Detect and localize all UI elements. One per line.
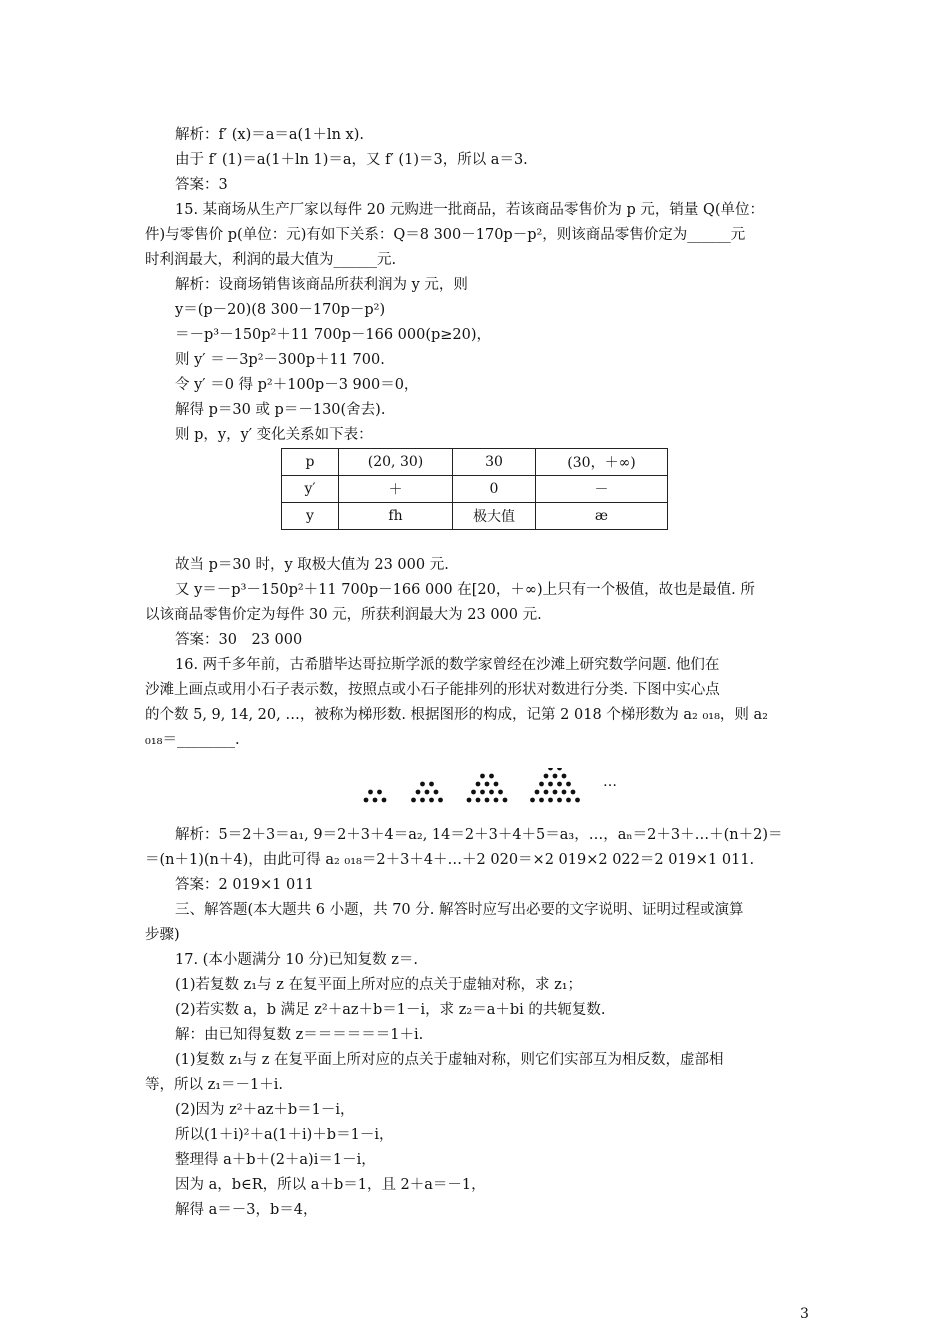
dot — [467, 798, 472, 803]
text-line: 解得 a＝－3，b＝4， — [175, 1202, 318, 1218]
text-line: 整理得 a＋b＋(2＋a)i＝1－i， — [175, 1152, 376, 1168]
text-line: 答案：30 23 000 — [175, 632, 303, 648]
figure-ellipsis: … — [603, 774, 617, 790]
table-cell: (30，＋∞) — [536, 449, 668, 476]
text-line: 等，所以 z₁＝－1＋i. — [145, 1077, 284, 1093]
table-cell: 30 — [453, 449, 536, 476]
dot — [377, 790, 382, 795]
text-line: 解得 p＝30 或 p＝－130(舍去). — [175, 402, 386, 418]
dot — [364, 798, 369, 803]
text-line: 的个数 5, 9, 14, 20, …，被称为梯形数. 根据图形的构成，记第 2 018 个梯形数为 a₂ ₀₁₈，则 a₂ — [145, 707, 768, 723]
dot — [544, 774, 549, 779]
text-line: 答案：3 — [175, 177, 228, 193]
dot — [438, 798, 443, 803]
table-cell: y — [282, 503, 339, 530]
dot — [530, 798, 535, 803]
text-line: ＝－p³－150p²＋11 700p－166 000(p≥20)， — [175, 327, 492, 343]
text-line: (1)复数 z₁与 z 在复平面上所对应的点关于虚轴对称，则它们实部互为相反数，虚部相 — [175, 1052, 724, 1068]
text-line: 时利润最大，利润的最大值为______元. — [145, 252, 397, 268]
text-line: (1)若复数 z₁与 z 在复平面上所对应的点关于虚轴对称，求 z₁； — [175, 977, 583, 993]
dot — [553, 790, 558, 795]
text-line: 步骤) — [145, 927, 180, 943]
page-number: 3 — [800, 1306, 809, 1322]
dot — [548, 798, 553, 803]
table-cell: 0 — [453, 476, 536, 503]
dot — [553, 774, 558, 779]
text-line: 沙滩上画点或用小石子表示数，按照点或小石子能排列的形状对数进行分类. 下图中实心点 — [145, 682, 720, 698]
dot — [434, 790, 439, 795]
text-line: 令 y′ ＝0 得 p²＋100p－3 900＝0， — [175, 377, 419, 393]
text-line: 解析：5＝2＋3＝a₁, 9＝2＋3＋4＝a₂, 14＝2＋3＋4＋5＝a₃，…，aₙ＝2＋3＋…＋(n＋2)＝ — [175, 827, 783, 843]
dot — [548, 768, 553, 770]
dot — [476, 782, 481, 787]
variation-table — [281, 448, 668, 530]
dot — [494, 798, 499, 803]
text-line: ₀₁₈＝________. — [145, 732, 240, 748]
text-line: 解析：f′ (x)＝a＝a(1＋ln x). — [175, 127, 364, 143]
text-line: 则 y′ ＝－3p²－300p＋11 700. — [175, 352, 385, 368]
dot — [539, 798, 544, 803]
text-line: y＝(p－20)(8 300－170p－p²) — [175, 302, 386, 318]
dot — [566, 782, 571, 787]
dot — [562, 790, 567, 795]
text-line: ＝(n＋1)(n＋4)，由此可得 a₂ ₀₁₈＝2＋3＋4＋…＋2 020＝×2 019×2 022＝2 019×1 011. — [145, 852, 755, 868]
table-cell: (20, 30) — [339, 449, 453, 476]
dot — [382, 798, 387, 803]
text-line: (2)因为 z²＋az＋b＝1－i， — [175, 1102, 355, 1118]
dot — [571, 790, 576, 795]
dot — [429, 782, 434, 787]
text-line: 则 p，y，y′ 变化关系如下表： — [175, 427, 373, 443]
dot — [420, 798, 425, 803]
dot — [557, 798, 562, 803]
table-cell: － — [536, 476, 668, 503]
dot — [425, 790, 430, 795]
dot — [373, 798, 378, 803]
text-line: 答案：2 019×1 011 — [175, 877, 314, 893]
text-line: 由于 f′ (1)＝a(1＋ln 1)＝a，又 f′ (1)＝3，所以 a＝3. — [175, 152, 528, 168]
table-row — [282, 503, 668, 530]
dot-layer — [364, 768, 580, 802]
dot — [429, 798, 434, 803]
dot — [416, 790, 421, 795]
table-cell: 极大值 — [453, 503, 536, 530]
dot — [557, 782, 562, 787]
dot — [562, 774, 567, 779]
dot — [544, 790, 549, 795]
dot — [471, 790, 476, 795]
dot — [548, 782, 553, 787]
table-cell: y′ — [282, 476, 339, 503]
text-line: 因为 a，b∈R，所以 a＋b＝1，且 2＋a＝－1， — [175, 1177, 486, 1193]
problem-17: 17. (本小题满分 10 分)已知复数 z＝. — [175, 952, 419, 968]
text-line: 件)与零售价 p(单位：元)有如下关系：Q＝8 300－170p－p²，则该商品零售价定为______元 — [145, 227, 746, 243]
table-row — [282, 476, 668, 503]
dot — [489, 774, 494, 779]
dot — [476, 798, 481, 803]
dot — [480, 790, 485, 795]
dot — [494, 782, 499, 787]
table-cell: fh — [339, 503, 453, 530]
dot — [535, 790, 540, 795]
trapezoid-dots-figure — [355, 768, 640, 808]
dot — [420, 782, 425, 787]
dot — [485, 798, 490, 803]
text-line: 所以(1＋i)²＋a(1＋i)＋b＝1－i， — [175, 1127, 394, 1143]
text-line: 故当 p＝30 时，y 取极大值为 23 000 元. — [175, 557, 449, 573]
text-line: (2)若实数 a，b 满足 z²＋az＋b＝1－i，求 z₂＝a＋bi 的共轭复数. — [175, 1002, 606, 1018]
table-row — [282, 449, 668, 476]
dot — [485, 782, 490, 787]
dot — [480, 774, 485, 779]
dot — [575, 798, 580, 803]
dot — [566, 798, 571, 803]
dot — [503, 798, 508, 803]
text-line: 以该商品零售价定为每件 30 元，所获利润最大为 23 000 元. — [145, 607, 542, 623]
dot — [498, 790, 503, 795]
problem-15: 15. 某商场从生产厂家以每件 20 元购进一批商品，若该商品零售价为 p 元，销量 Q(单位： — [175, 202, 764, 218]
text-line: 解析：设商场销售该商品所获利润为 y 元，则 — [175, 277, 468, 293]
table-cell: æ — [536, 503, 668, 530]
text-line: 解：由已知得复数 z＝＝＝＝＝＝1＋i. — [175, 1027, 424, 1043]
text-line: 又 y＝－p³－150p²＋11 700p－166 000 在[20，＋∞)上只有一个极值，故也是最值. 所 — [175, 582, 755, 598]
section-heading: 三、解答题(本大题共 6 小题，共 70 分. 解答时应写出必要的文字说明、证明过程或演算 — [175, 902, 744, 918]
dot — [539, 782, 544, 787]
problem-16: 16. 两千多年前，古希腊毕达哥拉斯学派的数学家曾经在沙滩上研究数学问题. 他们在 — [175, 657, 720, 673]
table-cell: ＋ — [339, 476, 453, 503]
dot — [411, 798, 416, 803]
dot — [368, 790, 373, 795]
table-cell: p — [282, 449, 339, 476]
dot — [489, 790, 494, 795]
dot — [557, 768, 562, 770]
